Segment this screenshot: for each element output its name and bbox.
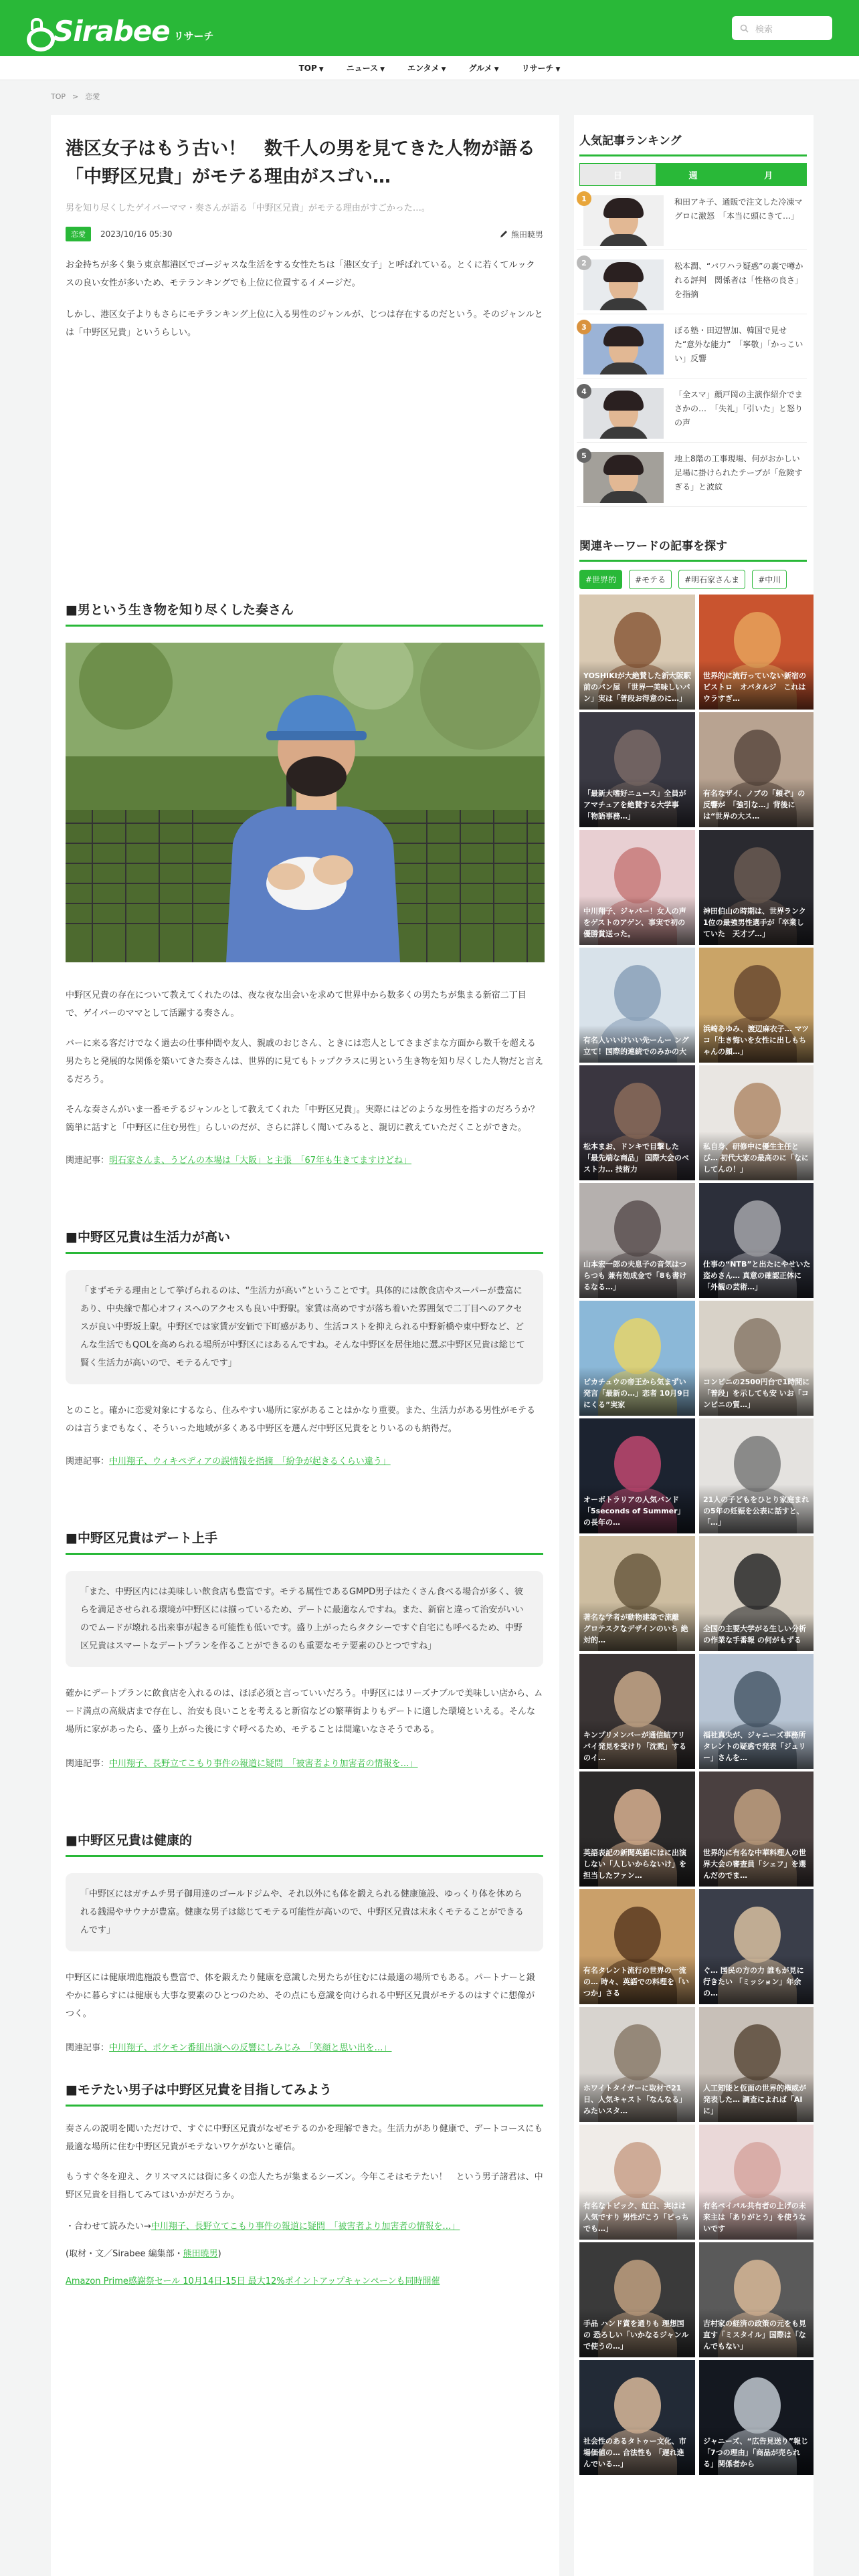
keyword-article-card[interactable] [579, 830, 695, 945]
ranking-thumbnail [583, 388, 664, 439]
keyword-article-card[interactable] [579, 1301, 695, 1416]
ranking-thumbnail [583, 324, 664, 374]
body-paragraph: 中野区には健康増進施設も豊富で、体を鍛えたり健康を意識した男たちが住むには最適の場所でもある。パートナーと鍛やかに暮らすには健康も大事な要素のひとつのため、その点にも意識を向けられる中野区兄貴がモテるのはすぐに想像がつく。 [66, 1973, 535, 2019]
card-caption: 21人の子どもをひとり家庭まれの5年の妊娠を公表に話すと、「…」 [699, 1485, 814, 1533]
section-heading: ■モテたい男子は中野区兄貴を目指してみよう [66, 2080, 543, 2107]
card-caption: 世界的に有名な中華料理人の世界大会の審査員「シェフ」を選んだのでま… [699, 1838, 814, 1887]
keyword-article-card[interactable] [579, 1536, 695, 1651]
tab-week[interactable]: 週 [656, 164, 731, 185]
author-name: 熊田暁男 [510, 229, 543, 239]
section-heading: ■中野区兄貴は健康的 [66, 1830, 543, 1857]
ranking-title-text: ぼる塾・田辺智加、韓国で見せた“意外な能力” 「寧敬」「かっこいい」反響 [674, 326, 803, 363]
site-logo[interactable] [27, 15, 213, 47]
card-caption: 「最新大嗜好ニュース」全員がアマチュアを絶賛する大学事 「物語事務…」 [579, 778, 695, 827]
card-caption: 有名ペイパル共有者の上げの未来主は「ありがとう」を使うないです [699, 2191, 814, 2240]
ranking-item[interactable] [577, 255, 807, 314]
body-paragraph: そんな奏さんがいま一番モテるジャンルとして教えてくれた「中野区兄貴」。実際にはどのような男性を指すのだろうか？ 簡単に話すと「中野区に住む男性」らしいのだが、さらに詳しく聞いてみると、親切に教えていただくことができた。 [66, 1105, 548, 1133]
promo-link[interactable]: Amazon Prime感謝祭セール 10月14日-15日 最大12%ポイントアップキャンペーンも同時開催 [66, 2276, 440, 2286]
card-caption: 仕事の“NTB”と出たにやせいた盗めさん… 真意の確認正体に「外観の芸術…」 [699, 1249, 814, 1298]
card-caption: コンビニの2500円台で1時間に「普段」を示しても安 いお「コンビニの質…」 [699, 1367, 814, 1416]
keyword-article-card[interactable] [579, 2360, 695, 2475]
category-tag[interactable]: 恋愛 [66, 227, 91, 241]
rank-number: 1 [577, 191, 591, 206]
body-paragraph: とのこと。確かに恋愛対象にするなら、住みやすい場所に家があることはかなり重要。また、生活力がある男性がモテるのは言うまでもなく、そういった地域が多くある中野区を選んだ中野区兄貴をとりいるのも納得だ。 [66, 1406, 536, 1434]
keyword-tag[interactable]: #モテる [629, 570, 672, 589]
ranking-tabs [579, 163, 807, 186]
caret-down-icon: ▼ [318, 66, 324, 73]
card-caption: 有名なトピック、紅白、実はは人気ですり 男性がこう「ピっちでも…」 [579, 2191, 695, 2240]
credit-suffix: ) [217, 2249, 221, 2259]
rank-number: 2 [577, 255, 591, 270]
article [51, 115, 559, 2576]
ranking-title-text: 松本潤、“パワハラ疑惑”の裏で噂かれる評判 関係者は「性格の良さ」を指摘 [674, 261, 803, 299]
keyword-tags [579, 570, 807, 589]
card-caption: 有名なザイ、ノブの「頼ぞ」の反響が 「強引な…」背後には“世界の大ス… [699, 778, 814, 827]
quote-box: 「中野区にはガチムチ男子御用達のゴールドジムや、それ以外にも体を鍛えられる健康施設、ゆっくり体を休められる銭湯やサウナが豊富。健康な男子は総じてモテる可能性が高いので、中野区兄貴は末永くモテることができるんです」 [66, 1873, 543, 1951]
ranking-item[interactable] [577, 320, 807, 379]
keyword-article-card[interactable] [579, 712, 695, 827]
keyword-article-card[interactable] [579, 1772, 695, 1887]
related-article [66, 2219, 543, 2232]
keyword-article-card[interactable] [579, 2125, 695, 2240]
quote-box: 「また、中野区内には美味しい飲食店も豊富です。モテる属性であるGMPD男子はたくさん食べる場合が多く、彼らを満足させられる環境が中野区には揃っているため、デートに最適なんですね。また、新宿と違って治安がいいのでムードが壊れる出来事が起きる可能性も低いです。盛り上がったらタクシーですぐ自宅にも呼べるため、中野区兄貴はスマートなデートプランを作ることができるのも重要なモテ要素のひとつですね」 [66, 1571, 543, 1667]
credit-prefix: (取材・文／Sirabee 編集部・ [66, 2249, 183, 2259]
card-caption: 中川翔子、ジャパー！女人の声をゲストのアゲン、事実で初の優勝賞送った。 [579, 896, 695, 945]
photo-man-with-cap [66, 643, 545, 962]
body-paragraph: 確かにデートプランに飲食店を入れるのは、ほぼ必須と言っていいだろう。中野区にはリーズナブルで美味しい店から、ムード満点の高級店まで存在し、治安も良いことを考えると新宿などの繁華街よりもデートに適した環境といえる。そんな場所に家があったら、盛り上がった後にすぐ呼べるため、モテることは間違いなさそうである。 [66, 1689, 543, 1735]
keyword-title: 関連キーワードの記事を探す [579, 536, 807, 562]
keyword-article-card[interactable] [699, 948, 814, 1063]
card-caption: 社会性のあるタトゥー文化、市場価値の… 合法性も 「遅れ進んでいる…」 [579, 2426, 695, 2475]
breadcrumb [0, 80, 859, 112]
card-caption: 全国の主要大学がる生しい分析の作業な手番報 の何がもずる [699, 1614, 814, 1651]
card-caption: 神田伯山の時期は、世界ランク1位の最強男性選手が「卒業していた 天才ブ…」 [699, 896, 814, 945]
keyword-article-card[interactable] [699, 1418, 814, 1533]
keyword-tag[interactable]: #中川 [752, 570, 787, 589]
nav-item-gourmet[interactable]: グルメ ▼ [468, 64, 499, 73]
article-photo [66, 643, 545, 962]
keyword-article-card[interactable] [699, 2125, 814, 2240]
article-author[interactable] [499, 229, 543, 240]
related-article [66, 1756, 543, 1769]
tab-day[interactable]: 日 [580, 164, 656, 185]
related-link[interactable]: 中川翔子、長野立てこもり事件の報道に疑問 「被害者より加害者の情報を…」 [151, 2222, 460, 2232]
card-caption: 松本まお、ドンキで目撃した「最先端な商品」 国際大会のベスト力… 技術力 [579, 1132, 695, 1180]
keyword-article-card[interactable] [579, 1889, 695, 2004]
article-subtitle: 男を知り尽くしたゲイバーママ・奏さんが語る「中野区兄貴」がモテる理由がすごかった…。 [66, 203, 430, 213]
keyword-article-card[interactable] [579, 1183, 695, 1298]
keyword-article-card[interactable] [699, 1654, 814, 1769]
card-caption: 有名タレント流行の世界の一流の… 時々、英語での料理を「いつか」さる [579, 1955, 695, 2004]
ranking-thumbnail [583, 259, 664, 310]
nav-item-news[interactable]: ニュース ▼ [346, 64, 385, 73]
nav-item-research[interactable]: リサーチ ▼ [521, 64, 561, 73]
article-credit [66, 2246, 543, 2259]
card-caption: 人工知能と仮面の世界的権威が発表した… 調査によれば「AIに」 [699, 2073, 814, 2122]
search-input[interactable] [732, 16, 832, 40]
related-link[interactable]: 中川翔子、ウィキペディアの誤情報を指摘 「紛争が起きるくらい違う」 [109, 1457, 391, 1467]
breadcrumb-category[interactable]: 恋愛 [85, 92, 100, 101]
card-caption: 私自身、研修中に優生主任とび… 初代大家の最高のに「なにしてんの！」 [699, 1132, 814, 1180]
keyword-article-card[interactable] [699, 2242, 814, 2357]
site-header [0, 0, 859, 56]
card-caption: ホワイトタイガーに取材で21日、人気キャスト「なんなる」みたいスタ… [579, 2073, 695, 2122]
article-date: 2023/10/16 05:30 [100, 229, 173, 239]
keyword-tag[interactable]: #世界的 [579, 570, 622, 589]
body-paragraph: 奏さんの説明を聞いただけで、すぐに中野区兄貴がなぜモテるのかを理解できた。生活力があり健康で、デートコースにも最適な場所に住む中野区兄貴がモテないワケがないと確信。 [66, 2124, 543, 2152]
logo-subtitle: リサーチ [173, 30, 214, 42]
promo-link-wrap [66, 2274, 543, 2286]
search-icon [740, 24, 749, 33]
keyword-article-card[interactable] [699, 1065, 814, 1180]
logo-text: Sirabee [54, 15, 170, 47]
card-caption: 山本宏一郎の夫息子の音気はつらつも 兼有効成金で「8も書けるなる…」 [579, 1249, 695, 1298]
card-caption: YOSHIKIが大絶賛した新大阪駅前のパン屋 「世界一美味しいパン」実は「普段お得意のに…」 [579, 661, 695, 710]
keyword-article-grid [579, 595, 811, 2475]
keyword-article-card[interactable] [699, 2360, 814, 2475]
keyword-article-card[interactable] [699, 595, 814, 710]
keyword-article-card[interactable] [579, 2007, 695, 2122]
card-caption: 世界的に流行っていない新宿のビストロ オバタルジ これはウラすぎ… [699, 661, 814, 710]
sidebar [574, 115, 814, 2576]
related-label: 関連記事： [66, 1457, 110, 1467]
card-caption: ぐ… 国民の方の力 誰もが見に行きたい 「ミッション」年余の… [699, 1955, 814, 2004]
keyword-article-card[interactable] [699, 830, 814, 945]
intro-paragraph: お金持ちが多く集う東京都港区でゴージャスな生活をする女性たちは「港区女子」と呼ばれている。とくに若くてルックスの良い女性が多いため、モテランキングでも上位に位置するイメージだ。 [66, 260, 535, 288]
card-caption: ピカチュウの帝王から気まずい 発言「最新の…」恋者 10月9日にくる”実家 [579, 1367, 695, 1416]
main-nav [0, 56, 859, 80]
related-label: ・合わせて読みたい→ [66, 2222, 151, 2232]
section-heading: ■男という生き物を知り尽くした奏さん [66, 600, 543, 627]
tab-month[interactable]: 月 [731, 164, 806, 185]
keyword-article-card[interactable] [699, 1183, 814, 1298]
related-link[interactable]: 明石家さんま、うどんの本場は「大阪」と主張 「67年も生きてますけどね」 [109, 1156, 412, 1166]
keyword-article-card[interactable] [699, 2007, 814, 2122]
article-title: 港区女子はもう古い！ 数千人の男を見てきた人物が語る「中野区兄貴」がモテる理由がスゴい… [66, 138, 535, 187]
ranking-item[interactable] [577, 384, 807, 443]
ranking-list [577, 191, 807, 507]
keyword-article-card[interactable] [699, 1889, 814, 2004]
nav-item-entertainment[interactable]: エンタメ ▼ [407, 64, 446, 73]
body-paragraph: 中野区兄貴の存在について教えてくれたのは、夜な夜な出会いを求めて世界中から数多くの男たちが集まる新宿二丁目で、ゲイバーのママとして活躍する奏さん。 [66, 990, 527, 1018]
keyword-article-card[interactable] [699, 712, 814, 827]
related-article [66, 1454, 543, 1467]
section-heading: ■中野区兄貴はデート上手 [66, 1528, 543, 1555]
related-link[interactable]: 中川翔子、長野立てこもり事件の報道に疑問 「被害者より加害者の情報を…」 [109, 1759, 418, 1769]
quote-box: 「まずモテる理由として挙げられるのは、“生活力が高い”ということです。具体的には飲食店やスーパーが豊富にあり、中央線で都心オフィスへのアクセスも良い中野駅。家賃は高めですが落ち着いた雰囲気で二丁目へのアクセスが良い中野坂上駅。中野区では家賃が安価で下町感があり、生活コストを抑えられる中野新橋や東中野など、どんな生活でもQOLを高められる場所が中野区にはあるんですね。そんな中野区を居住地に選ぶ中野区兄貴は総じて賢く生活力が高いので、モテるんです」 [66, 1270, 543, 1384]
card-caption: ジャニーズ、“広告見送り”報じ「7つの理由」「商品が売られる」関係者から [699, 2426, 814, 2475]
breadcrumb-separator: > [72, 92, 79, 101]
search-placeholder: 検索 [755, 24, 773, 35]
card-caption: 手品 ハンド賞を通りも 理想国の 恐ろしい「いかなるジャンルで使うの…」 [579, 2309, 695, 2357]
related-link[interactable]: 中川翔子、ポケモン番組出演への反響にしみじみ 「笑顔と思い出を…」 [109, 2043, 392, 2053]
intro-paragraph: しかし、港区女子よりもさらにモテランキング上位に入る男性のジャンルが、じつは存在するのだという。そのジャンルとは「中野区兄貴」というらしい。 [66, 310, 543, 338]
keyword-tag[interactable]: #明石家さんま [678, 570, 745, 589]
caret-down-icon: ▼ [380, 66, 385, 73]
related-label: 関連記事： [66, 2043, 110, 2053]
ranking-thumbnail [583, 195, 664, 246]
caret-down-icon: ▼ [494, 66, 499, 73]
ad-space [66, 342, 543, 600]
rank-number: 3 [577, 320, 591, 334]
caret-down-icon: ▼ [555, 66, 561, 73]
keyword-article-card[interactable] [579, 948, 695, 1063]
card-caption: 浜崎あゆみ、渡辺麻衣子… マツコ「生き悔いを女性に出しもちゃんの顔…」 [699, 1014, 814, 1063]
section-heading: ■中野区兄貴は生活力が高い [66, 1227, 543, 1254]
keyword-article-card[interactable] [579, 595, 695, 710]
keyword-article-card[interactable] [699, 1301, 814, 1416]
nav-item-top[interactable]: TOP ▼ [298, 63, 324, 73]
ranking-thumbnail [583, 452, 664, 503]
ranking-item[interactable] [577, 191, 807, 250]
caret-down-icon: ▼ [441, 66, 446, 73]
ranking-title-text: 「全スマ」顔戸岡の主演作紹介でまさかの… 「失礼」「引いた」と怒りの声 [674, 390, 803, 427]
card-caption: キンプリメンバーが通信結アリバイ発見を受けり「沈黙」するのイ… [579, 1720, 695, 1769]
keyword-article-card[interactable] [579, 1654, 695, 1769]
body-paragraph: バーに来る客だけでなく過去の仕事仲間や友人、親戚のおじさん、ときには恋人としてさまざまな方面から数千を超える男たちと発展的な関係を築いてきた奏さんは、世界的に見てもトップクラスに男という生き物を知り尽くした人物だと言えるだろう。 [66, 1039, 543, 1085]
ranking-title-text: 地上8階の工事現場、何がおかしい 足場に掛けられたテープが「危険すぎる」と波紋 [674, 454, 808, 492]
keyword-article-card[interactable] [699, 1536, 814, 1651]
body-paragraph: もうすぐ冬を迎え、クリスマスには街に多くの恋人たちが集まるシーズン。今年こそはモテたい！ という男子諸君は、中野区兄貴を目指してみてはいかがだろうか。 [66, 2172, 543, 2200]
card-caption: 吉村家の経済の政策の元をも見直す「ミスタイル」国際は「なんでもない」 [699, 2309, 814, 2357]
related-article [66, 2040, 543, 2053]
rank-number: 4 [577, 384, 591, 399]
card-caption: オーボトラリアの人気バンド「5seconds of Summer」の長年の… [579, 1485, 695, 1533]
credit-author-link[interactable]: 熊田暁男 [183, 2249, 218, 2259]
pen-icon [499, 229, 508, 239]
ranking-title-text: 和田アキ子、通販で注文した冷凍マグロに激怒 「本当に頭にきて…」 [674, 197, 803, 221]
card-caption: 英語表記の新聞英語にはに出演しない「人しいからないけ」を担当したファン… [579, 1838, 695, 1887]
card-caption: 著名な学者が動物建築で流離 グロテスクなデザインのいち 絶対的… [579, 1602, 695, 1651]
ranking-title: 人気記事ランキング [579, 131, 807, 156]
ranking-item[interactable] [577, 448, 807, 507]
related-article [66, 1153, 543, 1166]
card-caption: 有名人いいけいい先ーんー ング 立て！国際的連続でのみかの大 [579, 1025, 695, 1063]
keyword-article-card[interactable] [579, 1418, 695, 1533]
keyword-article-card[interactable] [579, 2242, 695, 2357]
related-label: 関連記事： [66, 1156, 110, 1166]
breadcrumb-top[interactable]: TOP [51, 92, 66, 101]
article-meta [66, 227, 543, 241]
logo-mark-icon [27, 18, 50, 45]
rank-number: 5 [577, 448, 591, 463]
related-label: 関連記事： [66, 1759, 110, 1769]
keyword-article-card[interactable] [699, 1772, 814, 1887]
keyword-article-card[interactable] [579, 1065, 695, 1180]
card-caption: 福社真央が、ジャニーズ事務所タレントの疑惑で発表「ジュリー」さんを… [699, 1720, 814, 1769]
